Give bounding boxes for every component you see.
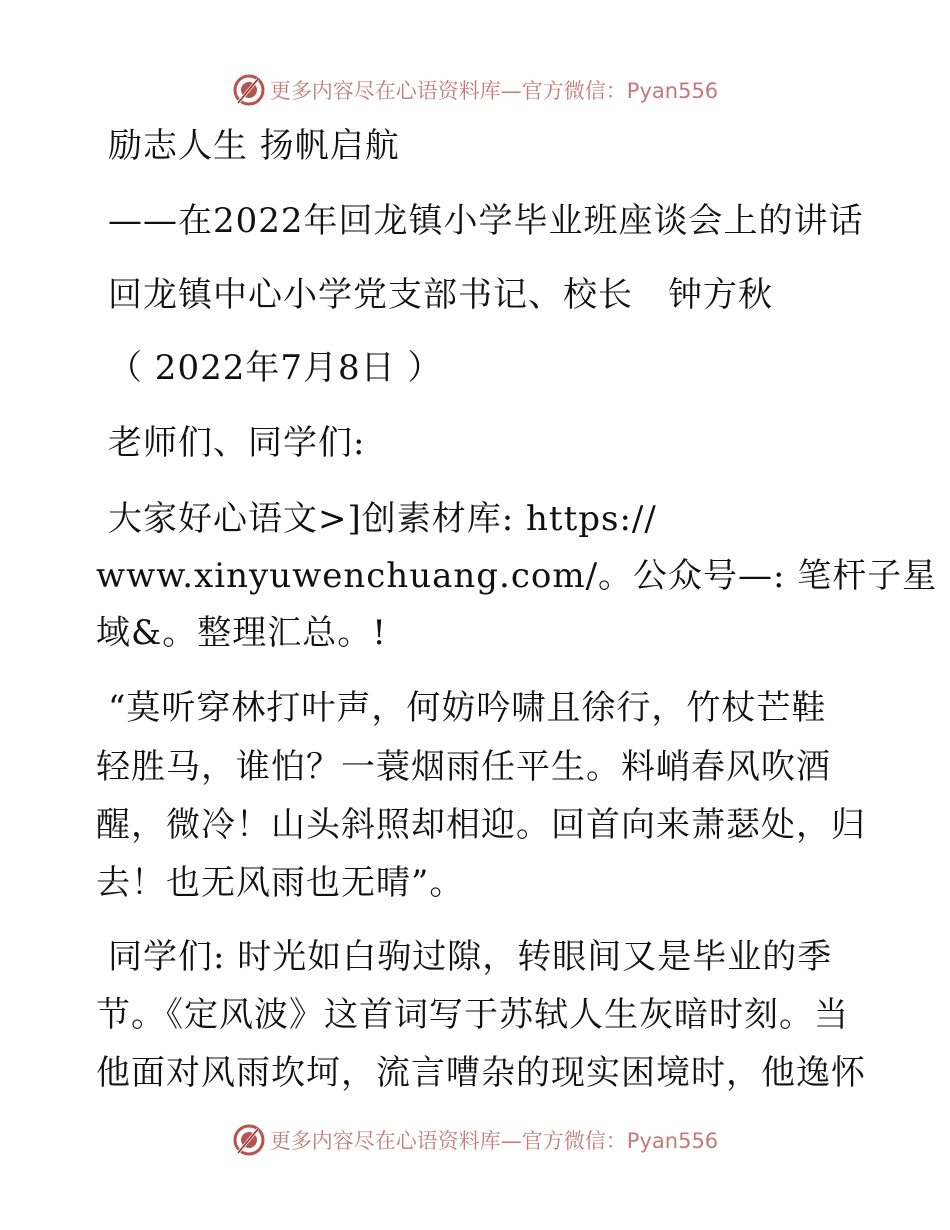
quill-seal-icon — [232, 1123, 266, 1157]
paragraph-line: 轻胜马，谁怕？一蓑烟雨任平生。料峭春风吹酒 — [96, 747, 831, 787]
document-author: 回龙镇中心小学党支部书记、校长 钟方秋 — [108, 275, 773, 315]
paragraph-line: 他面对风雨坎坷，流言嘈杂的现实困境时，他逸怀 — [96, 1053, 866, 1093]
paragraph-line: 去！也无风雨也无晴”。 — [96, 863, 465, 903]
paragraph-line: 大家好心语文>]创素材库: https:// — [108, 499, 657, 539]
header-banner — [0, 70, 950, 110]
paragraph-line: 醒，微冷！山头斜照却相迎。回首向来萧瑟处，归 — [96, 805, 866, 845]
quill-seal-icon — [232, 73, 266, 107]
paragraph-line: www.xinyuwenchuang.com/。公众号—: 笔杆子星 — [96, 556, 938, 596]
document-subtitle: ——在2022年回龙镇小学毕业班座谈会上的讲话 — [108, 201, 864, 241]
paragraph-line: 同学们: 时光如白驹过隙，转眼间又是毕业的季 — [108, 937, 833, 977]
banner-text: 更多内容尽在心语资料库—官方微信：Pyan556 — [269, 79, 719, 103]
paragraph-line: “莫听穿林打叶声，何妨吟啸且徐行，竹杖芒鞋 — [108, 688, 827, 728]
footer-banner — [0, 1120, 950, 1160]
paragraph-line: 域&。整理汇总。! — [96, 613, 387, 653]
greeting: 老师们、同学们: — [108, 423, 366, 463]
banner-text: 更多内容尽在心语资料库—官方微信：Pyan556 — [269, 1129, 719, 1153]
paragraph-line: 节。《定风波》这首词写于苏轼人生灰暗时刻。当 — [96, 995, 849, 1035]
document-title: 励志人生 扬帆启航 — [108, 126, 400, 166]
document-date: （ 2022年7月8日 ） — [108, 348, 443, 388]
